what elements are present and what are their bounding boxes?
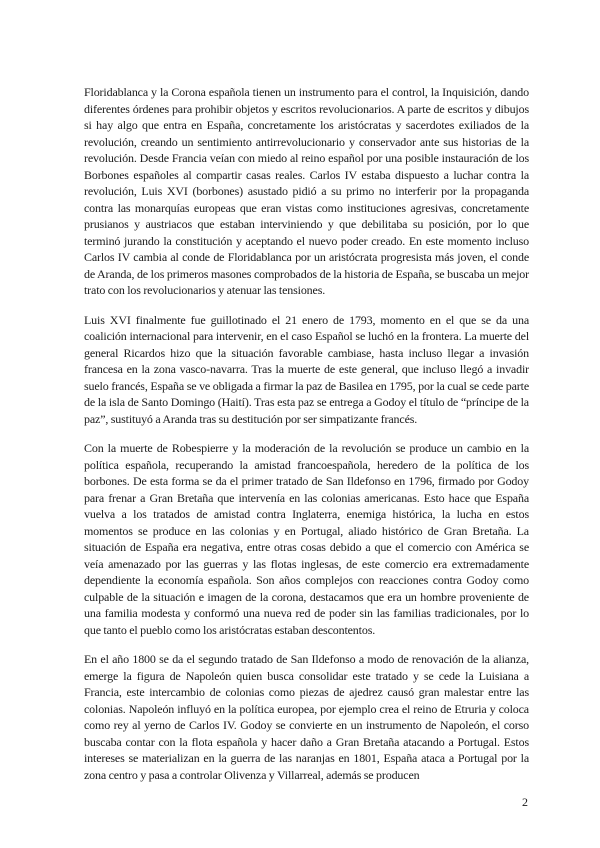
body-text: [84, 84, 529, 796]
paragraph-2: Luis XVI finalmente fue guillotinado el 21 enero de 1793, momento en el que se da una coalición internacional para intervenir, en el caso Español se luchó en la frontera. La muerte del general Ricardos hizo que la situación favorable cambiase, hasta incluso llegar a invasión francesa en la zona vasco-navarra. Tras la muerte de este general, que incluso llegó a invadir suelo francés, España se ve obligada a firmar la paz de Basilea en 1795, por la cual se cede parte de la isla de Santo Domingo (Haití). Tras esta paz se entrega a Godoy el título de “príncipe de la paz”, sustituyó a Aranda tras su destitución por ser simpatizante francés.: [84, 312, 529, 426]
paragraph-4: En el año 1800 se da el segundo tratado de San Ildefonso a modo de renovación de la alianza, emerge la figura de Napoleón quien busca consolidar este tratado y se cede la Luisiana a Francia, este intercambio de colonias como piezas de ajedrez causó gran malestar entre las colonias. Napoleón influyó en la política europea, por ejemplo crea el reino de Etruria y coloca como rey al yerno de Carlos IV. Godoy se convierte en un instrumento de Napoleón, el corso buscaba contar con la flota española y hacer daño a Gran Bretaña atacando a Portugal. Estos intereses se materializan en la guerra de las naranjas en 1801, España ataca a Portugal por la zona centro y pasa a controlar Olivenza y Villarreal, además se producen: [84, 652, 529, 782]
paragraph-3: Con la muerte de Robespierre y la moderación de la revolución se produce un cambio en la política española, recuperando la amistad francoespañola, heredero de la política de los borbones. De esta forma se da el primer tratado de San Ildefonso en 1796, firmado por Godoy para frenar a Gran Bretaña que intervenía en las colonias americanas. Esto hace que España vuelva a los tratados de amistad contra Inglaterra, enemiga histórica, la lucha en estos momentos se produce en las colonias y en Portugal, aliado histórico de Gran Bretaña. La situación de España era negativa, entre otras cosas debido a que el comercio con América se veía amenazado por las guerras y las flotas inglesas, de este comercio era extremadamente dependiente la economía española. Son años complejos con reacciones contra Godoy como culpable de la situación e imagen de la corona, destacamos que era un hombre proveniente de una familia modesta y conformó una nueva red de poder sin las familias tradicionales, por lo que tanto el pueblo como los aristócratas estaban descontentos.: [84, 441, 529, 637]
page-number: 2: [522, 795, 528, 809]
paragraph-1: Floridablanca y la Corona española tienen un instrumento para el control, la Inquisición, dando diferentes órdenes para prohibir objetos y escritos revolucionarios. A parte de escritos y dibujos si hay algo que entra en España, concretamente los aristócratas y sacerdotes exiliados de la revolución, creando un sentimiento antirrevolucionario y conservador ante sus historias de la revolución. Desde Francia veían con miedo al reino español por una posible instauración de los Borbones españoles al compartir casas reales. Carlos IV estaba dispuesto a luchar contra la revolución, Luis XVI (borbones) asustado pidió a su primo no interferir por la propaganda contra las monarquías europeas que eran vistas como instituciones agresivas, concretamente prusianos y austriacos que estaban interviniendo y que debilitaba su posición, por lo que terminó jurando la constitución y aceptando el nuevo poder creado. En este momento incluso Carlos IV cambia al conde de Floridablanca por un aristócrata progresista más joven, el conde de Aranda, de los primeros masones comprobados de la historia de España, se buscaba un mejor trato con los revolucionarios y atenuar las tensiones.: [84, 85, 529, 297]
